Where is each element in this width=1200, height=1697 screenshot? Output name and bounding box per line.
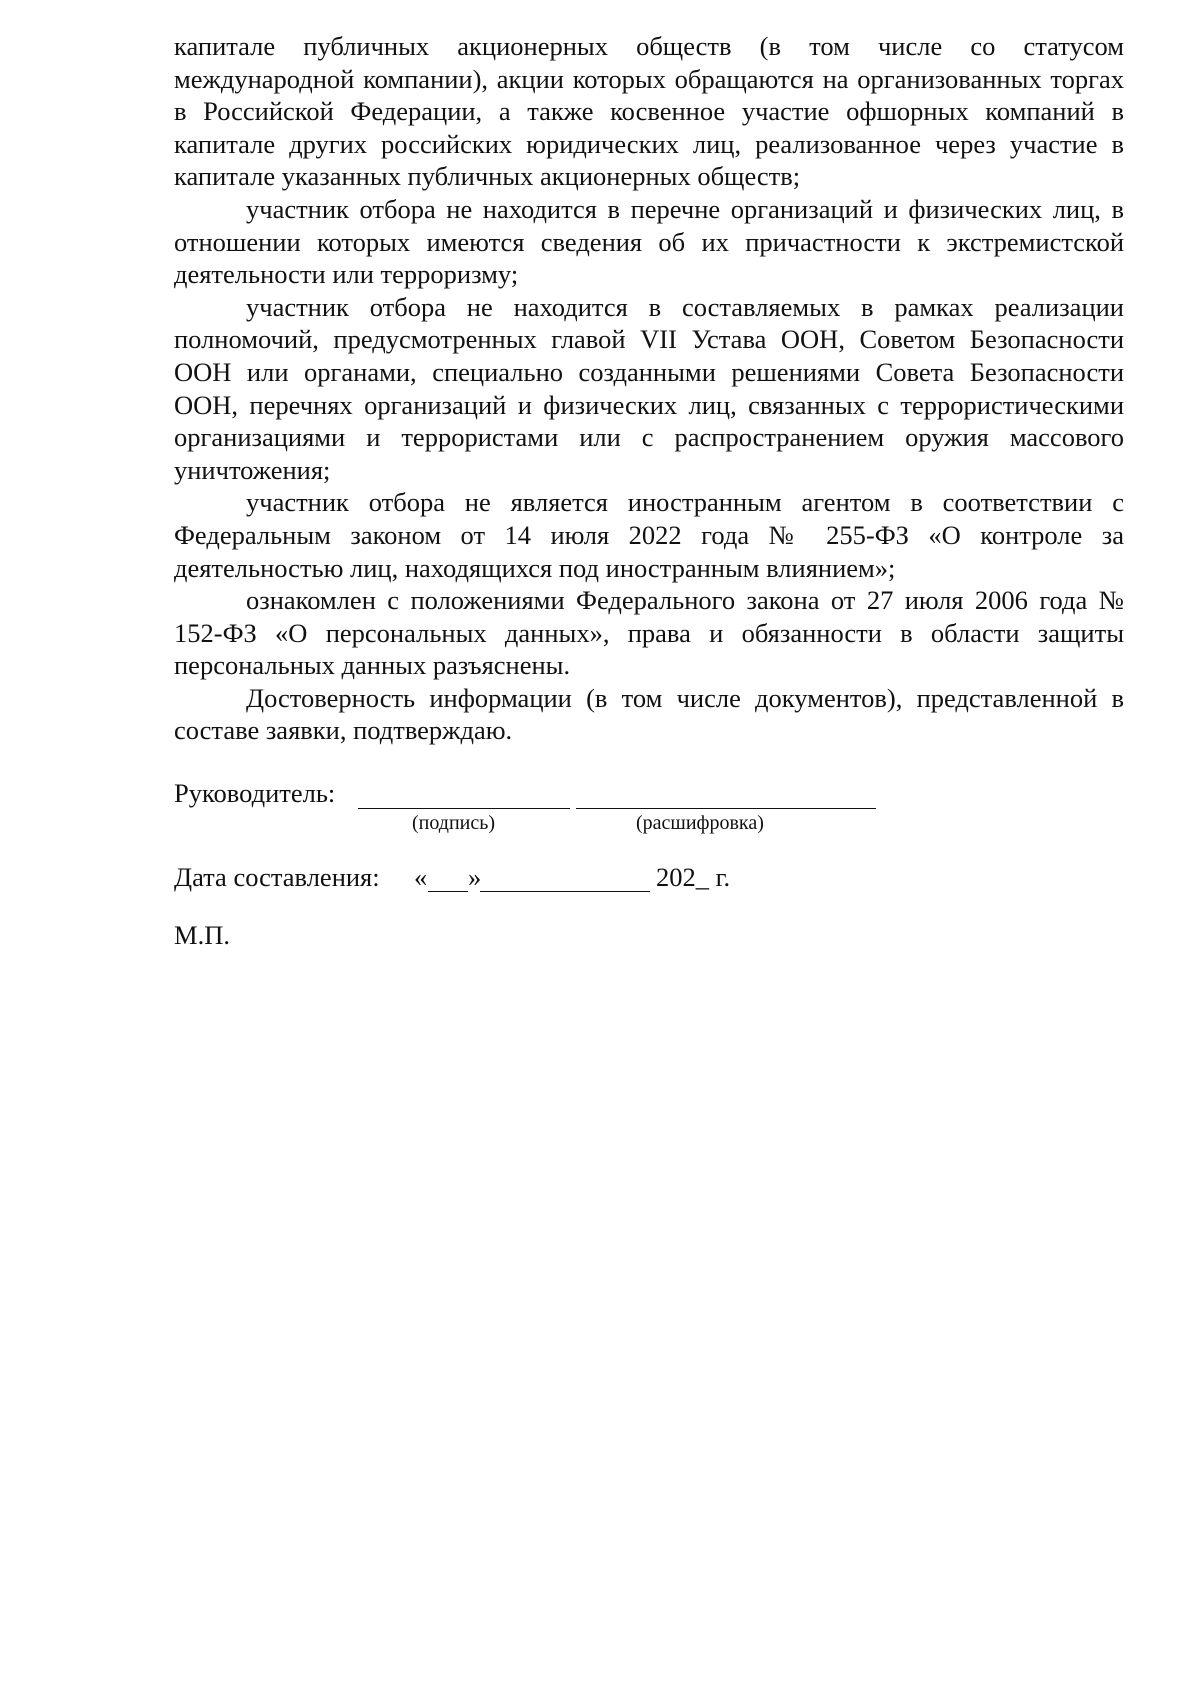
paragraph-confirmation: Достоверность информации (в том числе документов), представленной в составе заявки, подтверждаю.: [174, 682, 1124, 746]
name-decode-caption: (расшифровка): [636, 812, 764, 835]
paragraph-personal-data: ознакомлен с положениями Федерального закона от 27 июля 2006 года № 152-ФЗ «О персональных данных», права и обязанности в области защиты персональных данных разъяснены.: [174, 585, 1124, 681]
paragraph-extremism-list: участник отбора не находится в перечне организаций и физических лиц, в отношении которых имеются сведения об их причастности к экстремистской деятельности или терроризму;: [174, 193, 1124, 290]
date-block: [174, 861, 1124, 901]
paragraph-un-sanctions-list: участник отбора не находится в составляемых в рамках реализации полномочий, предусмотренных главой VII Устава ООН, Советом Безопасности ООН или органами, специально созданными решениями Совета Безопасности ООН, перечнях организаций и физических лиц, связанных с террористическими организациями и террористами или с распространением оружия массового уничтожения;: [174, 291, 1124, 485]
document-page: [174, 30, 1124, 952]
signature-line: [358, 808, 570, 809]
paragraph-foreign-agent: участник отбора не является иностранным агентом в соответствии с Федеральным законом от 14 июля 2022 года № 255-ФЗ «О контроле за деятельностью лиц, находящихся под иностранным влиянием»;: [174, 487, 1124, 583]
date-label: Дата составления:: [174, 862, 380, 893]
signature-caption: (подпись): [412, 812, 496, 835]
stamp-placeholder: М.П.: [174, 920, 230, 951]
signature-label: Руководитель:: [174, 778, 336, 809]
paragraph-offshore-participation: капитале публичных акционерных обществ (в том числе со статусом международной компании), акции которых обращаются на организованных торгах в Российской Федерации, а также косвенное участие офшорных компаний в капитале других российских юридических лиц, реализованное через участие в капитале указанных публичных акционерных обществ;: [174, 31, 1124, 192]
name-decode-line: [576, 808, 876, 809]
date-day-line: [428, 891, 468, 892]
date-month-line: [480, 891, 650, 892]
signature-block: [174, 777, 1124, 847]
date-year: 202_ г.: [656, 862, 731, 893]
date-open-quote: «: [414, 862, 428, 893]
date-close-quote: »: [468, 862, 482, 893]
